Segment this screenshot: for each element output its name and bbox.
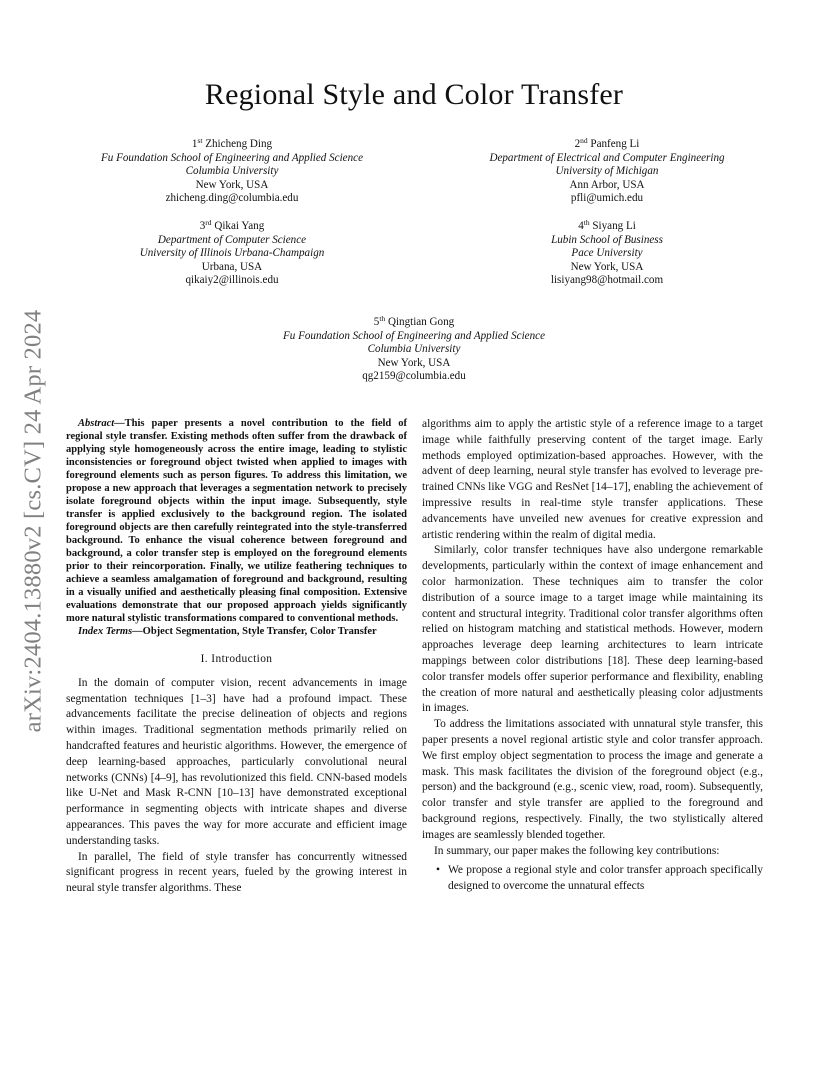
index-terms xyxy=(66,625,407,638)
index-terms-text: —Object Segmentation, Style Transfer, Color Transfer xyxy=(132,626,377,637)
right-paragraph-4: In summary, our paper makes the following key contributions: xyxy=(434,844,720,857)
author-affiliation: Fu Foundation School of Engineering and Applied Science xyxy=(101,151,363,164)
right-paragraph-2: Similarly, color transfer techniques have also undergone remarkable developments, particularly within the context of image enhancement and color harmonization. These techniques aim to transfer the color distribution of a source image to a target image while maintaining its content and structural integrity. Traditional color transfer algorithms often relied on histogram matching and statistical methods. However, modern approaches leverage deep learning architectures to learn intricate mappings between color distributions [18]. These deep learning-based color transfer models offer superior performance and flexibility, enabling the creation of more natural and aesthetically pleasing color adjustments in images. xyxy=(422,544,763,715)
author-affiliation: Department of Computer Science xyxy=(157,233,307,246)
author-email: qikaiy2@illinois.edu xyxy=(185,274,279,286)
author-organization: University of Michigan xyxy=(555,165,659,177)
author-location: New York, USA xyxy=(570,260,644,273)
paper-title: Regional Style and Color Transfer xyxy=(204,78,624,111)
author-block-2: 2nd Panfeng Li Department of Electrical and Computer Engineering University of Michigan Ann Arbor, USA pfli@umich.edu xyxy=(437,138,777,206)
right-column xyxy=(422,417,763,895)
left-column xyxy=(66,417,407,897)
author-block-5: 5th Qingtian Gong Fu Foundation School of Engineering and Applied Science Columbia University New York, USA qg2159@columbia.edu xyxy=(244,316,584,384)
author-email: qg2159@columbia.edu xyxy=(362,370,466,382)
intro-paragraph-2: In parallel, The field of style transfer has concurrently witnessed significant progress in recent years, fueled by the growing interest in neural style transfer algorithms. These xyxy=(66,850,407,895)
author-organization: Columbia University xyxy=(367,343,461,355)
abstract-label: Abstract xyxy=(78,418,115,429)
right-paragraph-1: algorithms aim to apply the artistic style of a reference image to a target image while faithfully preserving content of the target image. Early methods employed optimization-based approaches. However, with the advent of deep learning, neural style transfer has evolved to leverage pre-trained CNNs like VGG and ResNet [14–17], enabling the achievement of impressive results in real-time style transfer applications. These advancements have unveiled new avenues for creative expression and artistic rendering within the realm of digital media. xyxy=(422,418,763,541)
author-email: lisiyang98@hotmail.com xyxy=(550,274,664,286)
author-location: Urbana, USA xyxy=(201,260,263,273)
author-affiliation: Lubin School of Business xyxy=(551,233,663,246)
author-organization: University of Illinois Urbana-Champaign xyxy=(139,247,325,259)
contribution-item-1: • We propose a regional style and color transfer approach specifically designed to overcome the unnatural effects xyxy=(448,863,763,895)
author-organization: Pace University xyxy=(571,247,643,259)
author-name: Qingtian Gong xyxy=(387,316,455,328)
contribution-list xyxy=(422,863,763,895)
index-terms-label: Index Terms xyxy=(78,626,133,637)
author-email: pfli@umich.edu xyxy=(570,192,644,204)
abstract xyxy=(66,417,407,625)
author-location: Ann Arbor, USA xyxy=(569,178,645,191)
author-name: Siyang Li xyxy=(592,220,636,232)
abstract-text: —This paper presents a novel contribution to the field of regional style transfer. Existing methods often suffer from the drawback of applying style homogeneously across the entire image, leading to stylistic inconsistencies or foreground object twisted when applied to images with foreground elements such as person figures. To address this limitation, we propose a new approach that leverages a segmentation network to precisely isolate foreground objects within the input image. Subsequently, style transfer is applied exclusively to the background region. The isolated foreground objects are then carefully reintegrated into the style-transferred background. To enhance the visual coherence between foreground and background, a color transfer step is employed on the foreground elements prior to their reincorporation. Finally, we utilize feathering techniques to achieve a seamless amalgamation of foreground and background, resulting in a visually unified and aesthetically pleasing final composition. Extensive evaluations demonstrate that our proposed approach yields significantly more natural stylistic transformations compared to conventional methods. xyxy=(66,418,407,624)
author-block-4: 4th Siyang Li Lubin School of Business Pace University New York, USA lisiyang98@hotmail.com xyxy=(437,220,777,288)
author-name: Zhicheng Ding xyxy=(205,138,273,150)
author-block-3: 3rd Qikai Yang Department of Computer Science University of Illinois Urbana-Champaign Urbana, USA qikaiy2@illinois.edu xyxy=(62,220,402,288)
author-email: zhicheng.ding@columbia.edu xyxy=(165,192,299,204)
right-paragraph-3: To address the limitations associated with unnatural style transfer, this paper presents a novel regional artistic style and color transfer approach. We first employ object segmentation to process the image and generate a mask. This mask facilitates the division of the foreground object (e.g., person) and the background (e.g., scenic view, road, room). Subsequently, color transfer and style transfer are applied to the foreground and background regions, respectively. Finally, the two stylistically altered images are seamlessly blended together. xyxy=(422,718,763,841)
author-organization: Columbia University xyxy=(185,165,279,177)
author-block-1: 1st Zhicheng Ding Fu Foundation School of Engineering and Applied Science Columbia University New York, USA zhicheng.ding@columbia.edu xyxy=(62,138,402,206)
author-location: New York, USA xyxy=(195,178,269,191)
arxiv-identifier-stamp xyxy=(19,283,47,758)
author-location: New York, USA xyxy=(377,356,451,369)
arxiv-id-text: arXiv:2404.13880v2 [cs.CV] 24 Apr 2024 xyxy=(19,309,47,732)
author-name: Panfeng Li xyxy=(590,138,640,150)
section-heading-introduction: I. Introduction xyxy=(200,653,273,665)
intro-paragraph-1: In the domain of computer vision, recent advancements in image segmentation techniques [1–3] have had a profound impact. These advancements facilitate the precise delineation of objects and regions within images. Traditional segmentation methods primarily relied on handcrafted features and heuristic algorithms. However, the emergence of deep learning-based approaches, particularly convolutional neural networks (CNNs) [4–9], has revolutionized this field. CNN-based models like U-Net and Mask R-CNN [10–13] have demonstrated exceptional performance in segmenting objects with intricate shapes and diverse appearances. This paves the way for more accurate and efficient image understanding tasks. xyxy=(66,676,407,847)
author-affiliation: Department of Electrical and Computer Engineering xyxy=(489,151,725,164)
author-affiliation: Fu Foundation School of Engineering and Applied Science xyxy=(283,329,545,342)
author-name: Qikai Yang xyxy=(214,220,265,232)
